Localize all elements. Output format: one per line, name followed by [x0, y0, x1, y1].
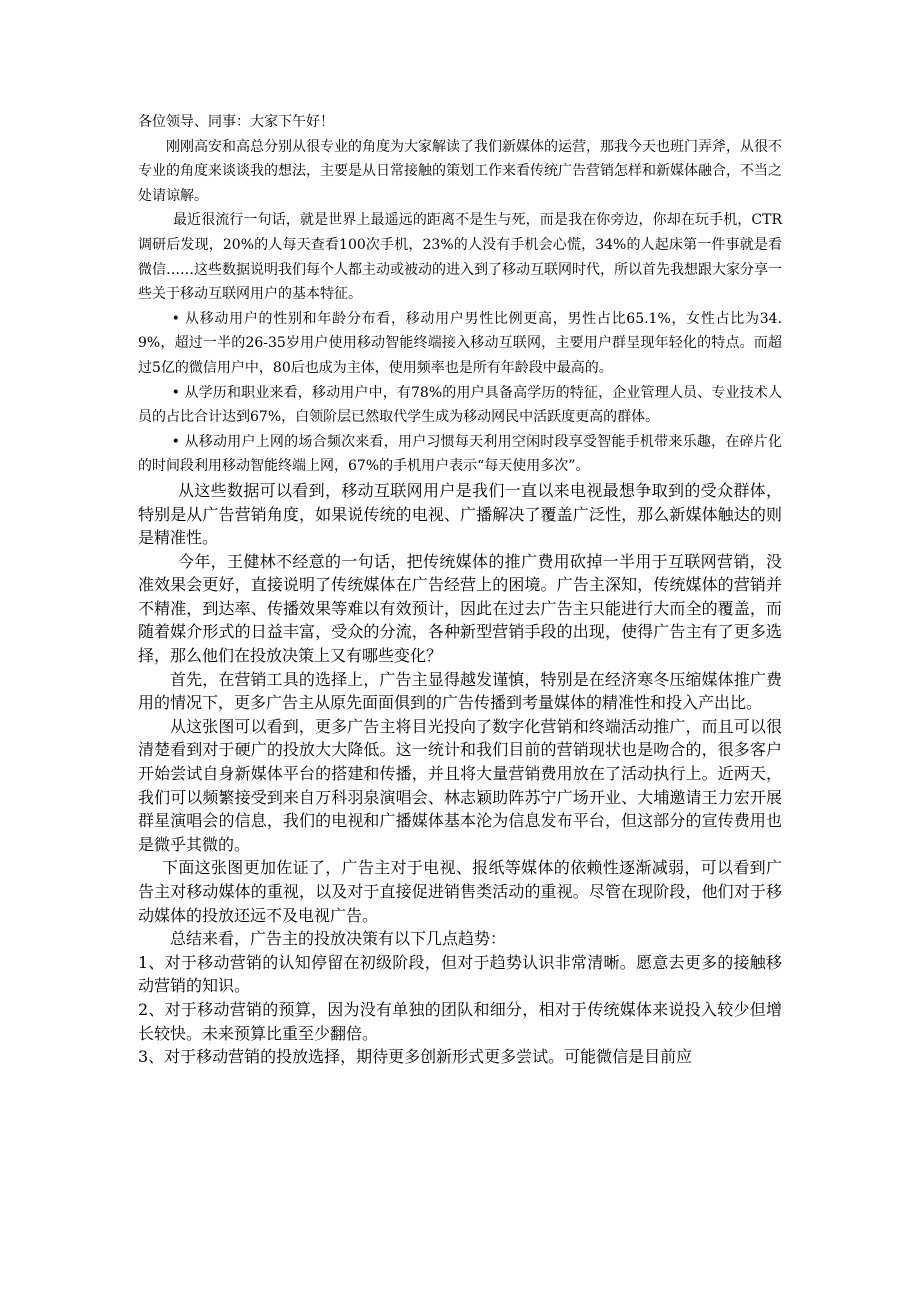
trend-item-3: 3、对于移动营销的投放选择，期待更多创新形式更多尝试。可能微信是目前应 [138, 1047, 693, 1067]
bullet-gender-age: • 从移动用户的性别和年龄分布看，移动用户男性比例更高，男性占比65.1%，女性占比为34.9%，超过一半的26-35岁用户使用移动智能终端接入移动互联网，主要用户群呈现年轻化的特点。而超过5亿的微信用户中，80后也成为主体，使用频率也是所有年龄段中最高的。 [138, 310, 782, 376]
trend-item-2: 2、对于移动营销的预算，因为没有单独的团队和细分，相对于传统媒体来说投入较少但增长较快。未来预算比重至少翻倍。 [138, 999, 782, 1043]
wang-jianlin-paragraph: 今年，王健林不经意的一句话，把传统媒体的推广费用砍掉一半用于互联网营销，没准效果会更好，直接说明了传统媒体在广告经营上的困境。广告主深知，传统媒体的营销并不精准，到达率、传播效果等难以有效预计，因此在过去广告主只能进行大而全的覆盖，而随着媒介形式的日益丰富，受众的分流，各种新型营销手段的出现，使得广告主有了更多选择，那么他们在投放决策上又有哪些变化？ [138, 551, 782, 666]
audience-paragraph: 从这些数据可以看到，移动互联网用户是我们一直以来电视最想争取到的受众群体，特别是从广告营销角度，如果说传统的电视、广播解决了覆盖广泛性，那么新媒体触达的则是精准性。 [138, 480, 782, 548]
intro-paragraph: 刚刚高安和高总分别从很专业的角度为大家解读了我们新媒体的运营，那我今天也班门弄斧，从很不专业的角度来谈谈我的想法，主要是从日常接触的策划工作来看传统广告营销怎样和新媒体融合，不当之处请谅解。 [138, 138, 782, 204]
figure-one-paragraph: 从这张图可以看到，更多广告主将目光投向了数字化营销和终端活动推广，而且可以很清楚看到对于硬广的投放大大降低。这一统计和我们目前的营销现状也是吻合的，很多客户开始尝试自身新媒体平台的搭建和传播，并且将大量营销费用放在了活动执行上。近两天，我们可以频繁接受到来自万科羽泉演唱会、林志颖助阵苏宁广场开业、大埔邀请王力宏开展群星演唱会的信息，我们的电视和广播媒体基本沦为信息发布平台，但这部分的宣传费用也是微乎其微的。 [138, 716, 782, 854]
bullet-usage-scenes: • 从移动用户上网的场合频次来看，用户习惯每天利用空闲时段享受智能手机带来乐趣，在碎片化的时间段利用移动智能终端上网，67%的手机用户表示“每天使用多次”。 [138, 433, 782, 475]
trend-item-1: 1、对于移动营销的认知停留在初级阶段，但对于趋势认识非常清晰。愿意去更多的接触移动营销的知识。 [138, 952, 782, 996]
first-point-paragraph: 首先，在营销工具的选择上，广告主显得越发谨慎，特别是在经济寒冬压缩媒体推广费用的情况下，更多广告主从原先面面俱到的广告传播到考量媒体的精准性和投入产出比。 [138, 669, 782, 713]
document-page [138, 110, 782, 1069]
bullet-education-career: • 从学历和职业来看，移动用户中，有78%的用户具备高学历的特征，企业管理人员、专业技术人员的占比合计达到67%，白领阶层已然取代学生成为移动网民中活跃度更高的群体。 [138, 384, 782, 426]
greeting-line: 各位领导、同事：大家下午好！ [138, 114, 334, 130]
phone-usage-paragraph: 最近很流行一句话，就是世界上最遥远的距离不是生与死，而是我在你旁边，你却在玩手机，CTR调研后发现，20%的人每天查看100次手机，23%的人没有手机会心慌，34%的人起床第一件事就是看微信……这些数据说明我们每个人都主动或被动的进入到了移动互联网时代，所以首先我想跟大家分享一些关于移动互联网用户的基本特征。 [138, 212, 782, 303]
summary-line: 总结来看，广告主的投放决策有以下几点趋势： [170, 929, 507, 949]
figure-two-paragraph: 下面这张图更加佐证了，广告主对于电视、报纸等媒体的依赖性逐渐减弱，可以看到广告主对移动媒体的重视，以及对于直接促进销售类活动的重视。尽管在现阶段，他们对于移动媒体的投放还远不及电视广告。 [138, 858, 782, 925]
